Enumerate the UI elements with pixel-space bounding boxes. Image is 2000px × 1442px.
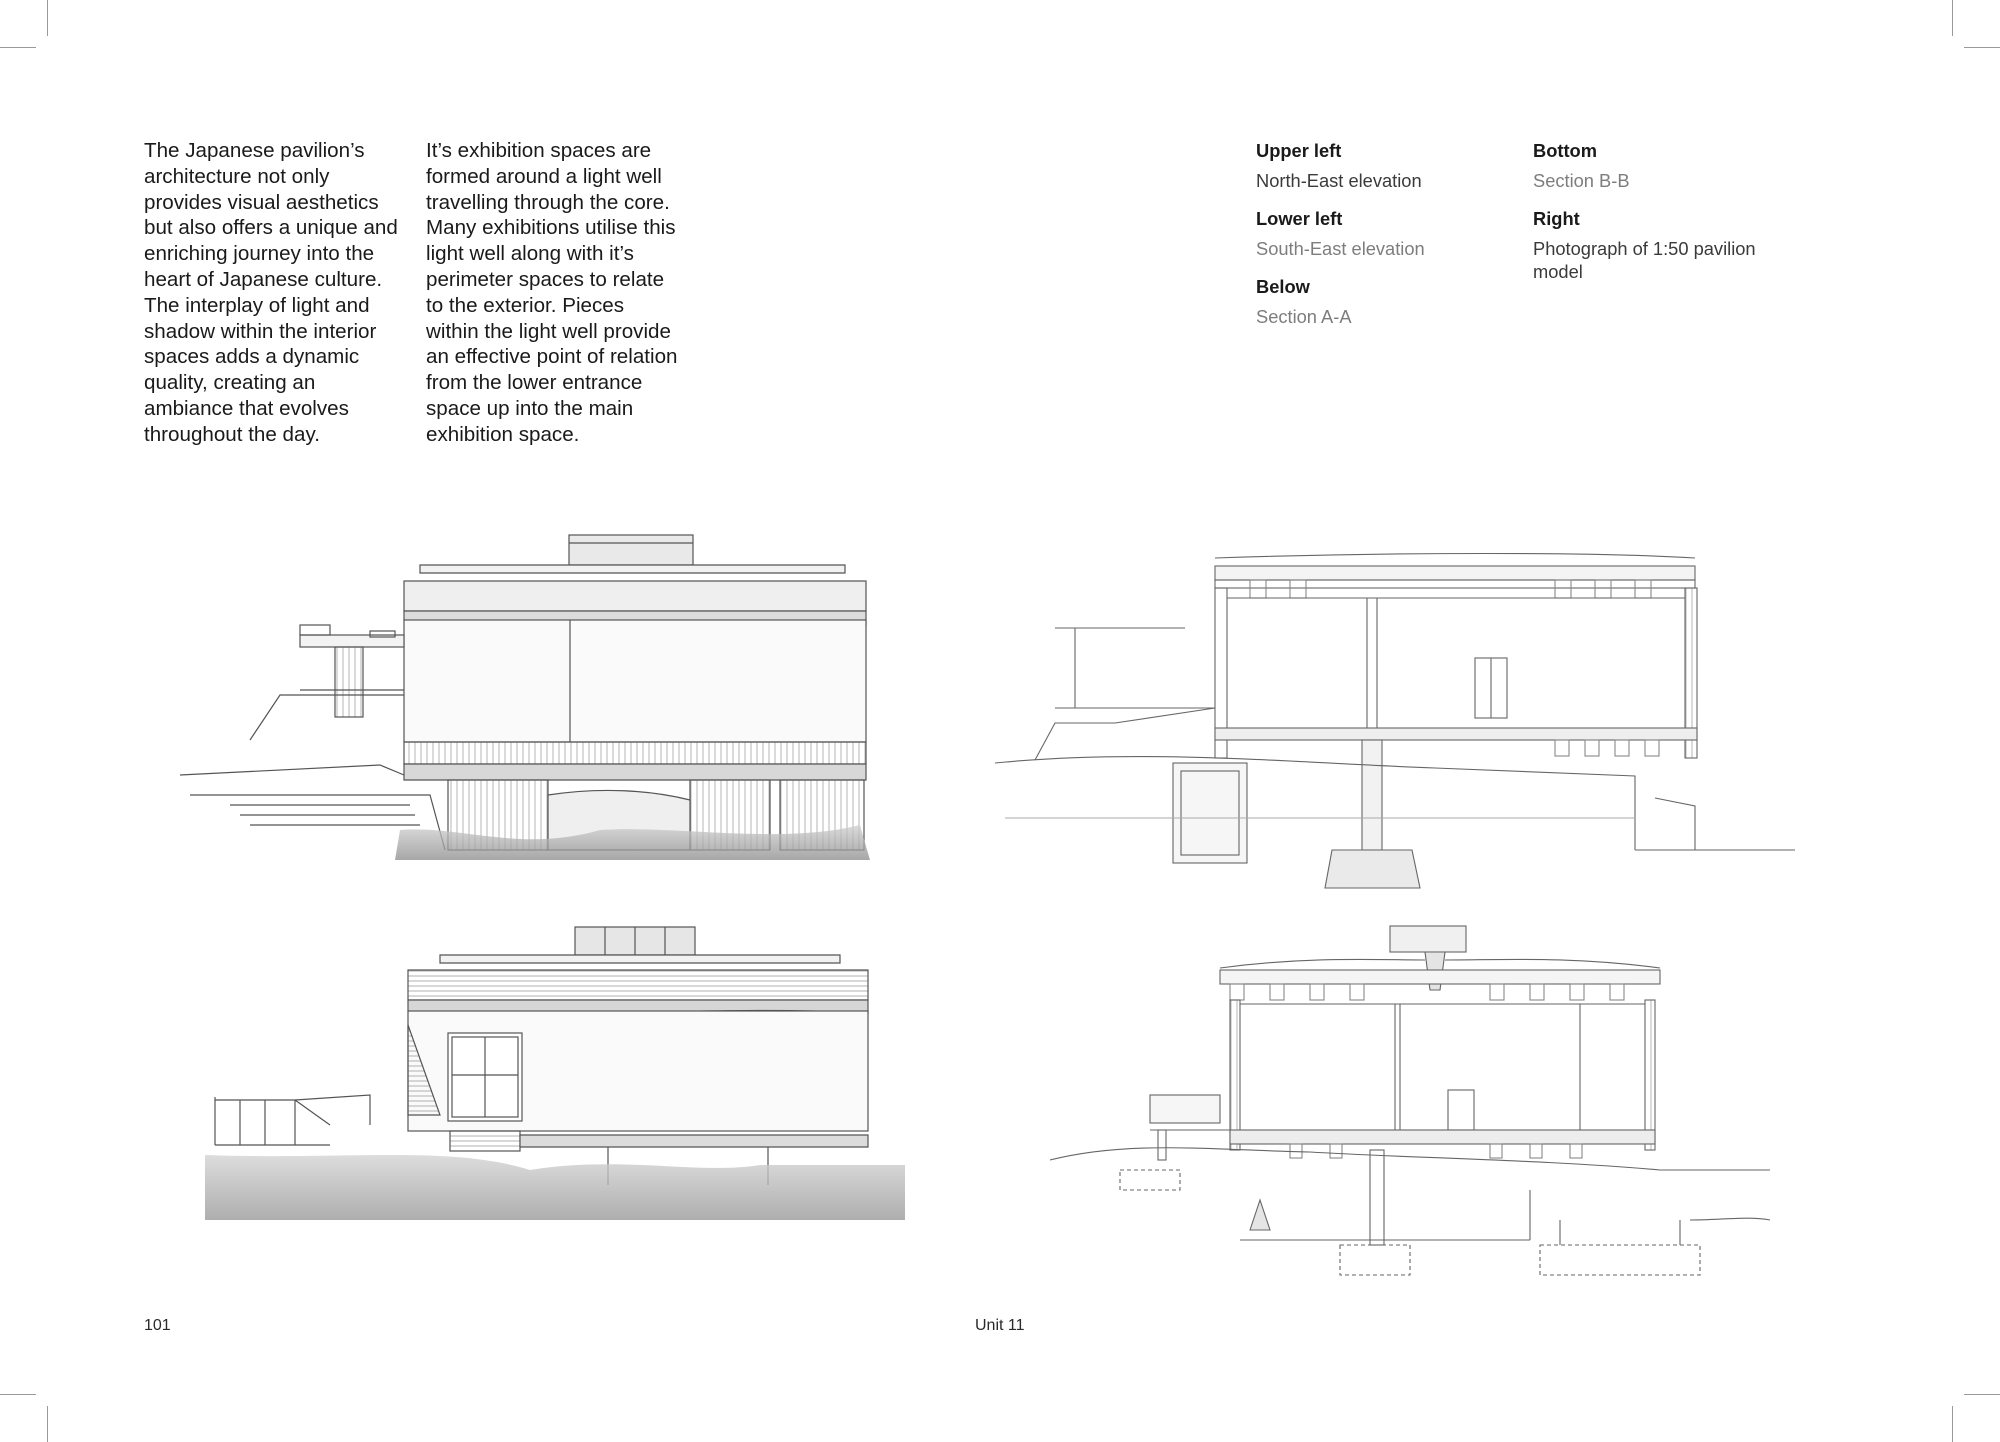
- caption-text: South-East elevation: [1256, 237, 1425, 259]
- body-text-column-2: It’s exhibition spaces are formed around a light well travelling through the core. Many exhibitions utilise this light well along with it’s perimeter spaces to relate to the exterior. Pieces within the light well provide an effective point of relation from the lower entrance space up into the main exhibition space.: [426, 139, 678, 446]
- caption-lower-left: [1256, 207, 1516, 260]
- body-text-column-1: The Japanese pavilion’s architecture not only provides visual aesthetics but also offers a unique and enriching journey into the heart of Japanese culture. The interplay of light and shadow within the interior spaces adds a dynamic quality, creating an ambiance that evolves throughout the day.: [144, 139, 398, 446]
- crop-mark: [0, 1394, 36, 1395]
- caption-heading: Lower left: [1256, 208, 1343, 229]
- unit-label: Unit 11: [975, 1317, 1025, 1334]
- north-east-elevation-drawing: [180, 525, 920, 860]
- crop-mark: [47, 0, 48, 36]
- crop-mark: [1964, 47, 2000, 48]
- caption-heading: Right: [1533, 208, 1580, 229]
- crop-mark: [1964, 1394, 2000, 1395]
- caption-text: Section A-A: [1256, 305, 1352, 327]
- crop-mark: [1952, 0, 1953, 36]
- crop-mark: [0, 47, 36, 48]
- caption-text: North-East elevation: [1256, 169, 1422, 191]
- south-east-elevation-drawing: [200, 915, 940, 1220]
- caption-text: Photograph of 1:50 pavilion model: [1533, 237, 1756, 282]
- caption-heading: Upper left: [1256, 140, 1342, 161]
- caption-heading: Bottom: [1533, 140, 1597, 161]
- section-a-a-drawing: [995, 538, 1825, 898]
- caption-heading: Below: [1256, 276, 1310, 297]
- caption-text: Section B-B: [1533, 169, 1630, 191]
- caption-upper-left: [1256, 139, 1516, 192]
- caption-right: [1533, 207, 1783, 284]
- caption-below: [1256, 275, 1516, 328]
- crop-mark: [1952, 1406, 1953, 1442]
- section-b-b-drawing: [1050, 920, 1770, 1280]
- crop-mark: [47, 1406, 48, 1442]
- caption-bottom: [1533, 139, 1793, 192]
- page-number: 101: [144, 1317, 171, 1334]
